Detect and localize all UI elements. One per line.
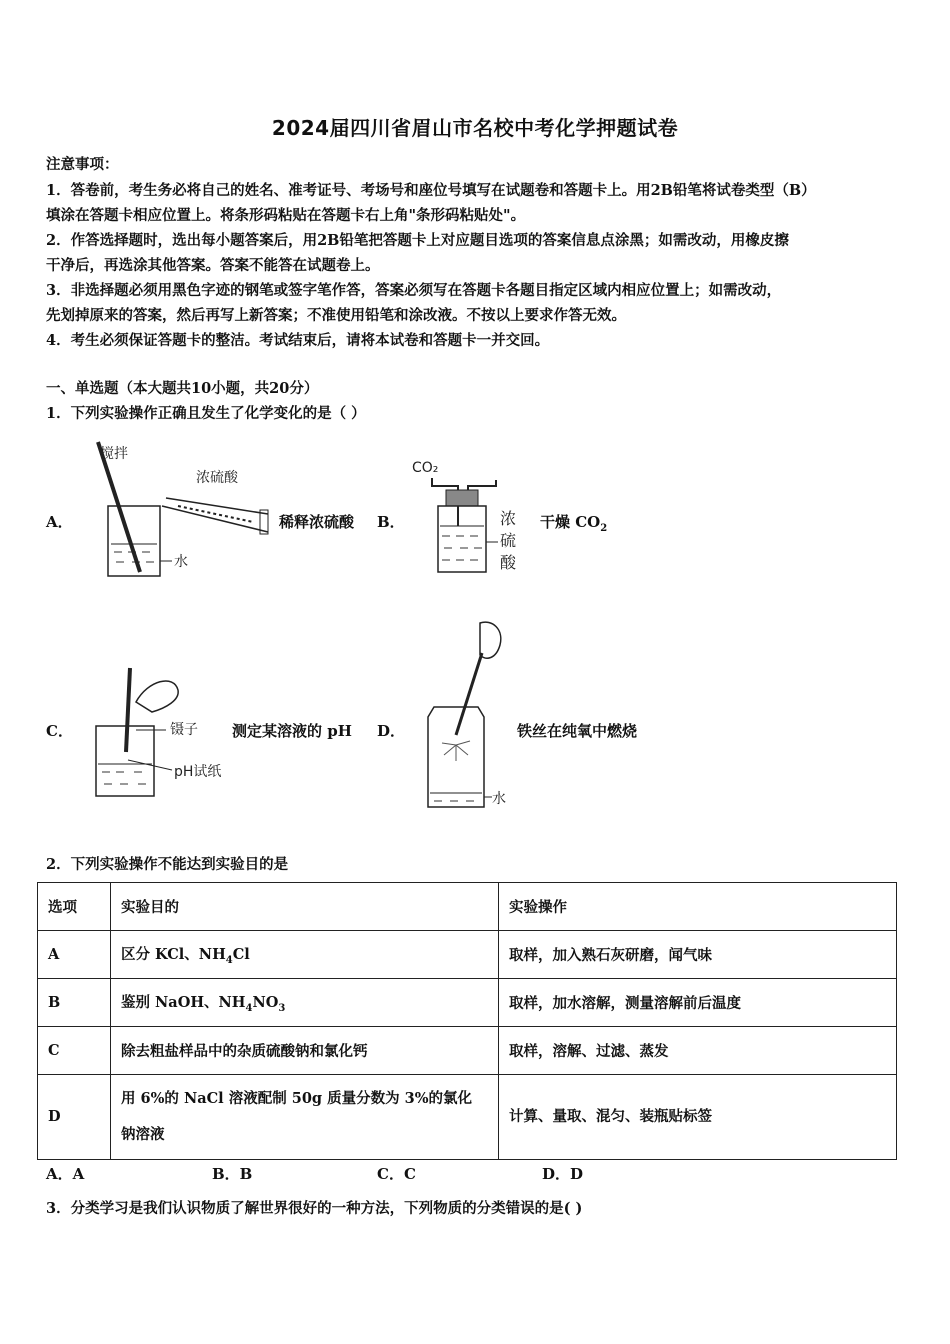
label-ph-paper: pH试纸 [174, 764, 222, 780]
option-cell: C [38, 1027, 111, 1075]
operation-cell: 计算、量取、混匀、装瓶贴标签 [499, 1075, 897, 1160]
option-b-letter[interactable]: B． [377, 513, 405, 531]
notice-line: 1．答卷前，考生务必将自己的姓名、准考证号、考场号和座位号填写在试题卷和答题卡上。用2B铅笔将试卷类型（B） [46, 182, 816, 199]
table-row [38, 931, 897, 979]
q3-stem: 3．分类学习是我们认识物质了解世界很好的一种方法，下列物质的分类错误的是( ) [46, 1200, 583, 1217]
header-cell: 选项 [38, 883, 111, 931]
label-water: 水 [174, 554, 188, 570]
header-cell: 实验目的 [111, 883, 499, 931]
q1-stem: 1．下列实验操作正确且发生了化学变化的是（ ） [46, 405, 366, 422]
notice-line: 先划掉原来的答案，然后再写上新答案；不准使用铅笔和涂改液。不按以上要求作答无效。 [46, 307, 626, 324]
q2-stem: 2．下列实验操作不能达到实验目的是 [46, 856, 289, 873]
label-b3: 酸 [500, 553, 517, 572]
notice-line: 2．作答选择题时，选出每小题答案后，用2B铅笔把答题卡上对应题目选项的答案信息点涂黑；如需改动，用橡皮擦 [46, 232, 789, 249]
option-c-text: 测定某溶液的 pH [232, 722, 352, 740]
notice-line: 干净后，再选涂其他答案。答案不能答在试题卷上。 [46, 257, 380, 274]
label-co2: CO₂ [412, 460, 439, 476]
ph-test-figure [96, 660, 236, 805]
table-row [38, 1027, 897, 1075]
table-row [38, 1075, 897, 1160]
option-cell: A [38, 931, 111, 979]
answer-option-d[interactable]: D．D [542, 1165, 584, 1183]
option-b-text: 干燥 $CO_2$ [540, 513, 608, 534]
label-stir: 搅拌 [100, 446, 128, 462]
dilution-figure [78, 436, 278, 586]
option-cell: D [38, 1075, 111, 1160]
table-row [38, 979, 897, 1027]
notice-heading: 注意事项： [46, 156, 119, 173]
operation-cell: 取样，加水溶解，测量溶解前后温度 [499, 979, 897, 1027]
header-cell: 实验操作 [499, 883, 897, 931]
answer-option-a[interactable]: A．A [46, 1165, 85, 1183]
answer-option-c[interactable]: C．C [377, 1165, 416, 1183]
label-b1: 浓 [500, 509, 517, 528]
notice-line: 4．考生必须保证答题卡的整洁。考试结束后，请将本试卷和答题卡一并交回。 [46, 332, 550, 349]
option-a-text: 稀释浓硫酸 [279, 513, 355, 531]
iron-burning-figure [420, 615, 530, 815]
option-d-text: 铁丝在纯氧中燃烧 [517, 722, 638, 740]
option-cell: B [38, 979, 111, 1027]
goal-cell: 鉴别 NaOH、$NH_4NO_3$ [111, 979, 499, 1027]
page-title: 2024届四川省眉山市名校中考化学押题试卷 [271, 116, 679, 140]
label-tweezers: 镊子 [170, 722, 198, 738]
goal-cell: 除去粗盐样品中的杂质硫酸钠和氯化钙 [111, 1027, 499, 1075]
label-b2: 硫 [500, 531, 517, 550]
goal-cell: 区分 KCl、$NH_4Cl$ [111, 931, 499, 979]
goal-cell: 用 6%的 NaCl 溶液配制 50g 质量分数为 3%的氯化 钠溶液 [111, 1075, 499, 1160]
notice-line: 3．非选择题必须用黑色字迹的钢笔或签字笔作答，答案必须写在答题卡各题目指定区域内相应位置上；如需改动， [46, 282, 782, 299]
operation-cell: 取样，溶解、过滤、蒸发 [499, 1027, 897, 1075]
option-a-letter[interactable]: A． [46, 513, 73, 531]
q2-table [37, 882, 897, 1160]
option-d-letter[interactable]: D． [377, 722, 406, 740]
label-acid: 浓硫酸 [196, 470, 238, 486]
section-heading: 一、单选题（本大题共10小题，共20分） [46, 380, 319, 397]
option-c-letter[interactable]: C． [46, 722, 73, 740]
table-header-row [38, 883, 897, 931]
answer-option-b[interactable]: B．B [212, 1165, 253, 1183]
label-water-d: 水 [492, 791, 506, 807]
gas-drying-figure [410, 450, 530, 580]
notice-line: 填涂在答题卡相应位置上。将条形码粘贴在答题卡右上角"条形码粘贴处"。 [46, 207, 526, 224]
operation-cell: 取样，加入熟石灰研磨，闻气味 [499, 931, 897, 979]
